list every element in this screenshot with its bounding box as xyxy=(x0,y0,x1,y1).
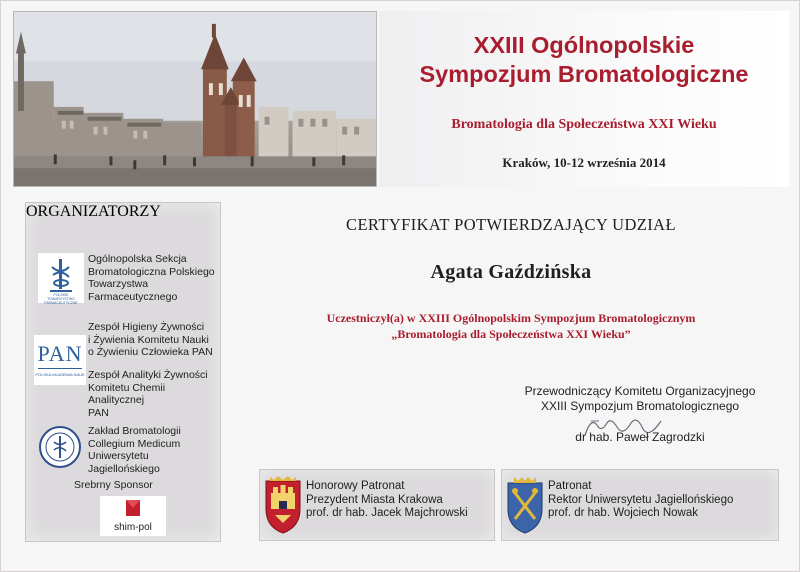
organizer-line: PAN xyxy=(88,406,109,419)
shim-pol-logo xyxy=(100,496,166,536)
organizers-panel xyxy=(25,202,221,542)
sponsor-name: shim-pol xyxy=(114,522,152,533)
organizer-line: Bromatologiczna Polskiego xyxy=(88,265,215,278)
organizer-ptf xyxy=(88,253,215,303)
header-panel xyxy=(379,11,789,187)
patron-title: Rektor Uniwersytetu Jagiellońskiego xyxy=(548,493,734,506)
patron-box xyxy=(501,469,779,541)
patron-title: Prezydent Miasta Krakowa xyxy=(306,493,443,506)
pan-logo-text: PAN xyxy=(37,341,83,366)
patron-person: prof. dr hab. Jacek Majchrowski xyxy=(306,507,468,519)
patron-text xyxy=(548,480,733,521)
organizer-line: Komitetu Chemii Analitycznej xyxy=(88,381,166,406)
title-line-1: XXIII Ogólnopolskie xyxy=(473,32,695,58)
patron-person: prof. dr hab. Wojciech Nowak xyxy=(548,507,698,519)
cm-uj-seal xyxy=(38,425,82,469)
organizer-line: i Żywienia Komitetu Nauki xyxy=(88,333,209,346)
organizer-line: Zespół Higieny Żywności xyxy=(88,321,205,333)
symposium-date: Kraków, 10-12 września 2014 xyxy=(502,155,666,170)
organizers-heading: ORGANIZATORZY xyxy=(26,203,161,220)
organizer-zhziz xyxy=(88,321,213,359)
participant-name: Agata Gaździńska xyxy=(430,261,592,283)
organizer-line: Towarzystwa xyxy=(88,278,149,290)
patron-role: Patronat xyxy=(548,480,592,492)
participation-line-1: Uczestniczył(a) w XXIII Ogólnopolskim Sympozjum Bromatologicznym xyxy=(326,311,696,325)
organizer-line: Collegium Medicum xyxy=(88,437,181,450)
pan-logo-subtext: POLSKA AKADEMIA NAUK xyxy=(35,372,85,377)
chair-name: dr hab. Paweł Zagrodzki xyxy=(575,430,705,444)
participation-statement xyxy=(233,310,789,342)
organizer-line: Ogólnopolska Sekcja xyxy=(88,253,187,265)
chair-title-line-2: XXIII Sympozjum Bromatologicznego xyxy=(540,399,740,413)
organizer-line: Uniwersytetu Jagiellońskiego xyxy=(88,450,160,475)
symposium-subtitle: Bromatologia dla Społeczeństwa XXI Wieku xyxy=(451,117,717,132)
organizer-line: Zespół Analityki Żywności xyxy=(88,369,208,381)
chair-title-line-1: Przewodniczący Komitetu Organizacyjnego xyxy=(524,384,756,398)
honorary-patron-text xyxy=(306,480,468,521)
participation-line-2: „Bromatologia dla Społeczeństwa XXI Wieku” xyxy=(391,327,631,341)
organizer-cm-uj xyxy=(88,425,220,475)
pan-logo xyxy=(34,335,86,385)
organizer-line: Zakład Bromatologii xyxy=(88,425,181,437)
organizer-line: Farmaceutycznego xyxy=(88,290,178,303)
ptf-logo-text: POLSKIE TOWARZYSTWO FARMACEUTYCZNE xyxy=(44,293,78,305)
uj-crest xyxy=(506,475,544,535)
title-line-2: Sympozjum Bromatologiczne xyxy=(419,61,749,87)
organizer-zaz xyxy=(88,369,220,419)
krakow-market-square-photo xyxy=(13,11,377,187)
symposium-title xyxy=(379,31,789,89)
sponsor-label: Srebrny Sponsor xyxy=(74,479,153,491)
chair-title xyxy=(505,384,775,414)
organizer-line: o Żywieniu Człowieka PAN xyxy=(88,346,213,358)
krakow-crest xyxy=(264,475,302,535)
honorary-patron-box xyxy=(259,469,495,541)
certificate-title: CERTYFIKAT POTWIERDZAJĄCY UDZIAŁ xyxy=(346,215,676,234)
patron-role: Honorowy Patronat xyxy=(306,480,405,492)
ptf-caduceus-logo xyxy=(38,253,84,303)
